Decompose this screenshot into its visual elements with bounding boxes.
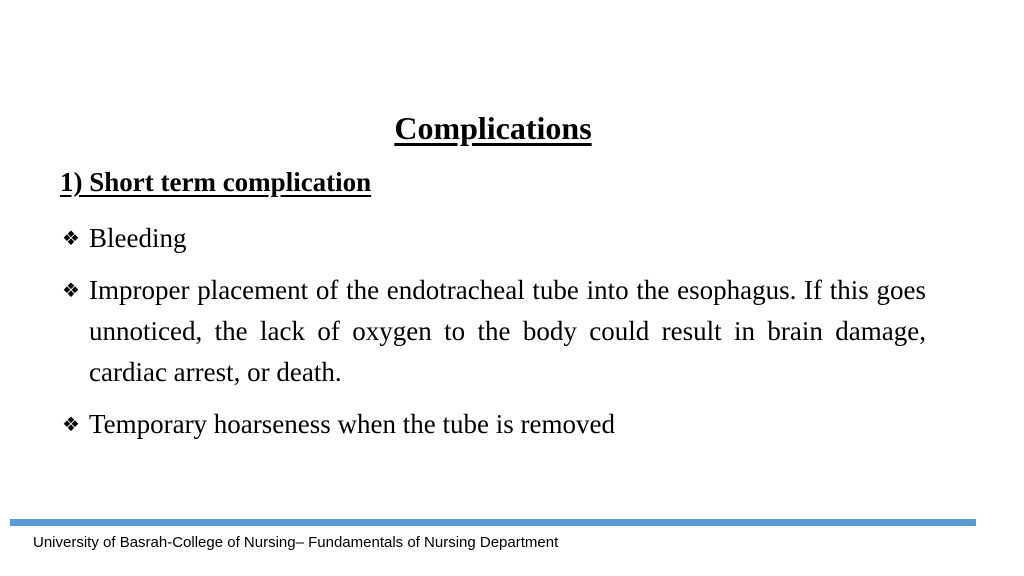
footer-text: University of Basrah-College of Nursing– Fundamentals of Nursing Department (33, 534, 559, 551)
bullet-list (62, 218, 926, 456)
bullet-text: Bleeding (89, 223, 187, 253)
diamond-bullet-icon: ❖ (62, 412, 80, 436)
diamond-bullet-icon: ❖ (62, 226, 80, 250)
footer-divider (10, 519, 976, 526)
bullet-item (62, 404, 926, 445)
bullet-text: Improper placement of the endotracheal tube into the esophagus. If this goes unnoticed, the lack of oxygen to the body could result in brain damage, cardiac arrest, or death. (89, 275, 926, 387)
bullet-text: Temporary hoarseness when the tube is removed (89, 409, 615, 439)
slide-title: Complications (394, 110, 592, 146)
section-heading: 1) Short term complication (60, 167, 372, 197)
bullet-item (62, 270, 926, 393)
diamond-bullet-icon: ❖ (62, 278, 80, 302)
bullet-item (62, 218, 926, 259)
